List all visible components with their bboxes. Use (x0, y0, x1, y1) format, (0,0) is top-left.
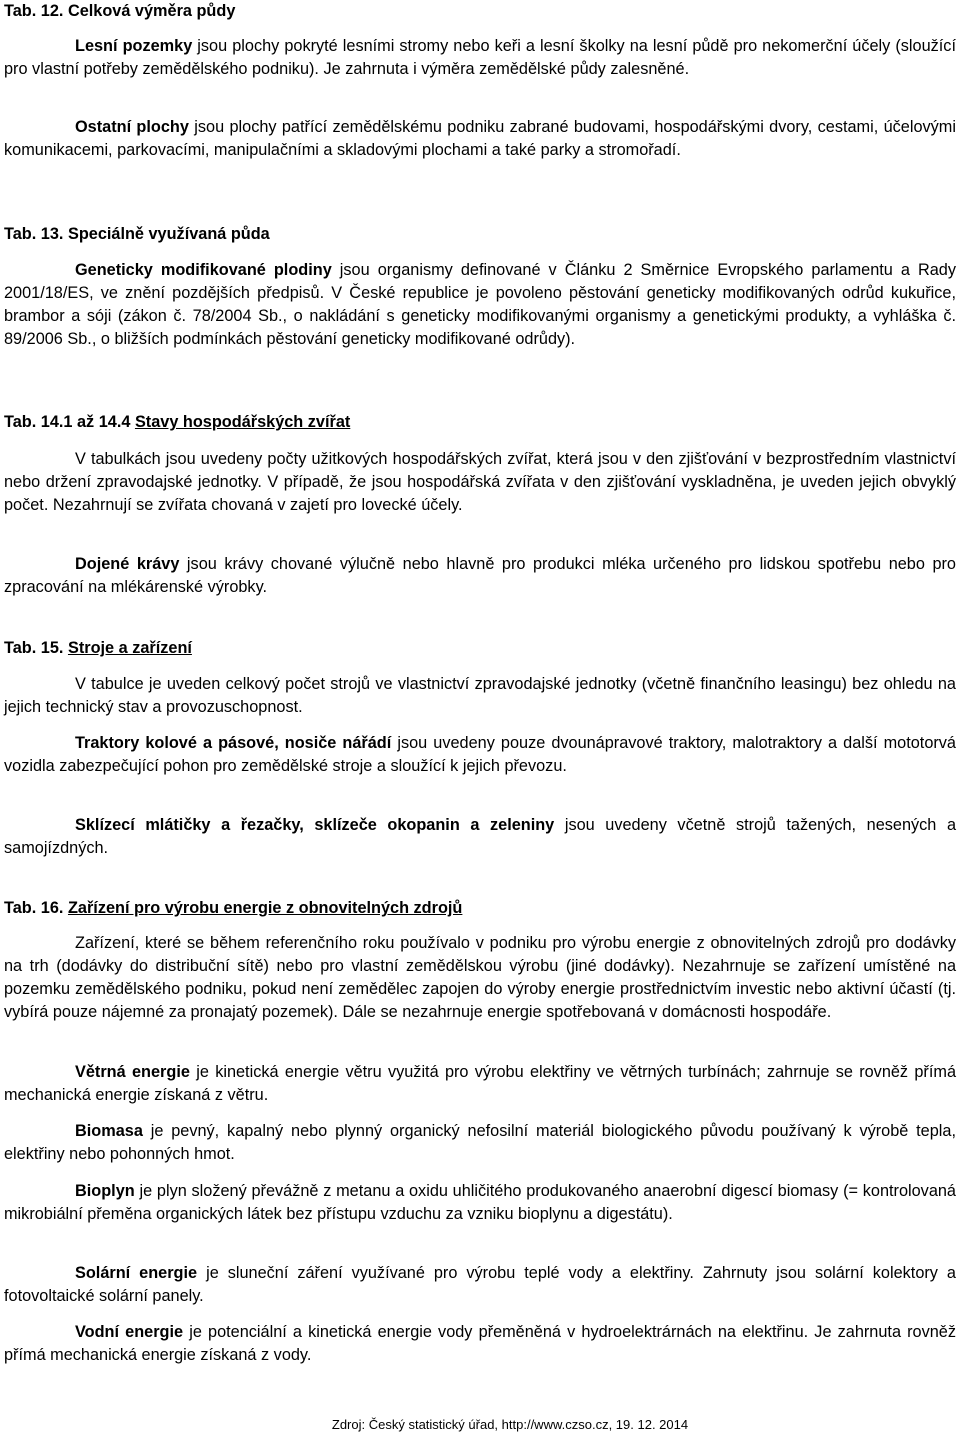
section-heading (4, 897, 956, 920)
term: Ostatní plochy (75, 118, 189, 136)
term: Traktory kolové a pásové, nosiče nářádí (75, 734, 392, 752)
definition: jsou uvedeny včetně strojů tažených, nesených a samojízdných. (4, 816, 956, 857)
heading-title: Celková výměra půdy (67, 2, 236, 20)
term: Biomasa (75, 1122, 143, 1140)
term: Vodní energie (75, 1323, 184, 1341)
term: Bioplyn (75, 1182, 135, 1200)
section-heading (4, 0, 956, 23)
paragraph (4, 814, 956, 860)
paragraph (4, 673, 956, 719)
paragraph (4, 259, 956, 351)
term: Lesní pozemky (75, 37, 193, 55)
section-heading (4, 411, 956, 434)
paragraph (4, 1321, 956, 1367)
paragraph (4, 1180, 956, 1226)
definition: jsou uvedeny pouze dvounápravové traktory, malotraktory a další mototorvá vozidla zabezpečující pohon pro zemědělské stroje a sloužící k jejich převozu. (4, 734, 956, 775)
paragraph (4, 732, 956, 778)
paragraph-text: V tabulce je uveden celkový počet strojů ve vlastnictví zpravodajské jednotky (včetně finančního leasingu) bez ohledu na jejich technický stav a provozuschopnost. (4, 675, 956, 716)
page-footer (0, 1417, 960, 1433)
term: Sklízecí mlátičky a řezačky, sklízeče okopanin a zeleniny (75, 816, 555, 834)
heading-title: Stavy hospodářských zvířat (134, 413, 351, 431)
term: Geneticky modifikované plodiny (75, 261, 332, 279)
heading-title: Zařízení pro výrobu energie z obnovitelných zdrojů (67, 899, 463, 917)
heading-title: Speciálně využívaná půda (67, 225, 270, 243)
definition: je pevný, kapalný nebo plynný organický nefosilní materiál biologického původu používaný k výrobě tepla, elektřiny nebo pohonných hmot. (4, 1122, 956, 1163)
definition: je sluneční záření využívané pro výrobu teplé vody a elektřiny. Zahrnuty jsou solární kolektory a fotovoltaické solární panely. (4, 1264, 956, 1305)
heading-prefix: Tab. 13. (4, 225, 68, 243)
heading-title: Stroje a zařízení (67, 639, 192, 657)
heading-prefix: Tab. 16. (4, 899, 68, 917)
heading-prefix: Tab. 14.1 až 14.4 (4, 413, 135, 431)
term: Dojené krávy (75, 555, 180, 573)
section-heading (4, 223, 956, 246)
paragraph (4, 553, 956, 599)
definition: jsou krávy chované výlučně nebo hlavně pro produkci mléka určeného pro lidskou spotřebu nebo pro zpracování na mlékárenské výrobky. (4, 555, 956, 596)
definition: je kinetická energie větru využitá pro výrobu elektřiny ve větrných turbínách; zahrnuje se rovněž přímá mechanická energie získaná z větru. (4, 1063, 956, 1104)
term: Solární energie (75, 1264, 198, 1282)
definition: je potenciální a kinetická energie vody přeměněná v hydroelektrárnách na elektřinu. Je zahrnuta rovněž přímá mechanická energie získaná z vody. (4, 1323, 957, 1364)
definition: jsou organismy definované v Článku 2 Směrnice Evropského parlamentu a Rady 2001/18/ES, ve znění pozdějších předpisů. V České republice je povoleno pěstování geneticky modifikovaných odrůd kukuřice, brambor a sóji (zákon č. 78/2004 Sb., o nakládání s geneticky modifikovanými organismy a genetickými produkty, a vyhláška č. 89/2006 Sb., o bližších podmínkách pěstování geneticky modifikované odrůdy). (4, 261, 956, 348)
paragraph (4, 1262, 956, 1308)
source-note: Zdroj: Český statistický úřad, http://www.czso.cz, 19. 12. 2014 (331, 1417, 689, 1432)
paragraph (4, 35, 956, 81)
paragraph-text: Zařízení, které se během referenčního roku používalo v podniku pro výrobu energie z obnovitelných zdrojů pro dodávky na trh (dodávky do distribuční sítě) nebo pro vlastní zemědělskou výrobu (jiné dodávky). Nezahrnuje se zařízení umístěné na pozemku zemědělského podniku, pokud není zemědělec zapojen do výroby energie prostřednictvím investic nebo aktivní účastí (tj. vybírá pouze nájemné za pronajatý pozemek). Dále se nezahrnuje energie spotřebovaná v domácnosti hospodáře. (4, 934, 956, 1021)
term: Větrná energie (75, 1063, 190, 1081)
paragraph (4, 932, 956, 1024)
paragraph-text: V tabulkách jsou uvedeny počty užitkových hospodářských zvířat, která jsou v den zjišťování v bezprostředním vlastnictví nebo držení zpravodajské jednotky. V případě, že jsou hospodářská zvířata v den zjišťování vyskladněna, je uveden jejich obvyklý počet. Nezahrnují se zvířata chovaná v zajetí pro lovecké účely. (4, 450, 956, 514)
definition: jsou plochy pokryté lesními stromy nebo keři a lesní školky na lesní půdě pro nekomerční účely (sloužící pro vlastní potřeby zemědělského podniku). Je zahrnuta i výměra zemědělské půdy zalesněné. (4, 37, 956, 78)
paragraph (4, 116, 956, 162)
paragraph (4, 448, 956, 517)
heading-prefix: Tab. 12. (4, 2, 68, 20)
definition: jsou plochy patřící zemědělskému podniku zabrané budovami, hospodářskými dvory, cestami, účelovými komunikacemi, parkovacími, manipulačními a skladovými plochami a také parky a stromořadí. (4, 118, 956, 159)
heading-prefix: Tab. 15. (4, 639, 68, 657)
paragraph (4, 1120, 956, 1166)
definition: je plyn složený převážně z metanu a oxidu uhličitého produkovaného anaerobní digescí biomasy (= kontrolovaná mikrobiální přeměna organických látek bez přístupu vzduchu za vzniku bioplynu a digestátu). (4, 1182, 956, 1223)
paragraph (4, 1061, 956, 1107)
section-heading (4, 637, 956, 660)
